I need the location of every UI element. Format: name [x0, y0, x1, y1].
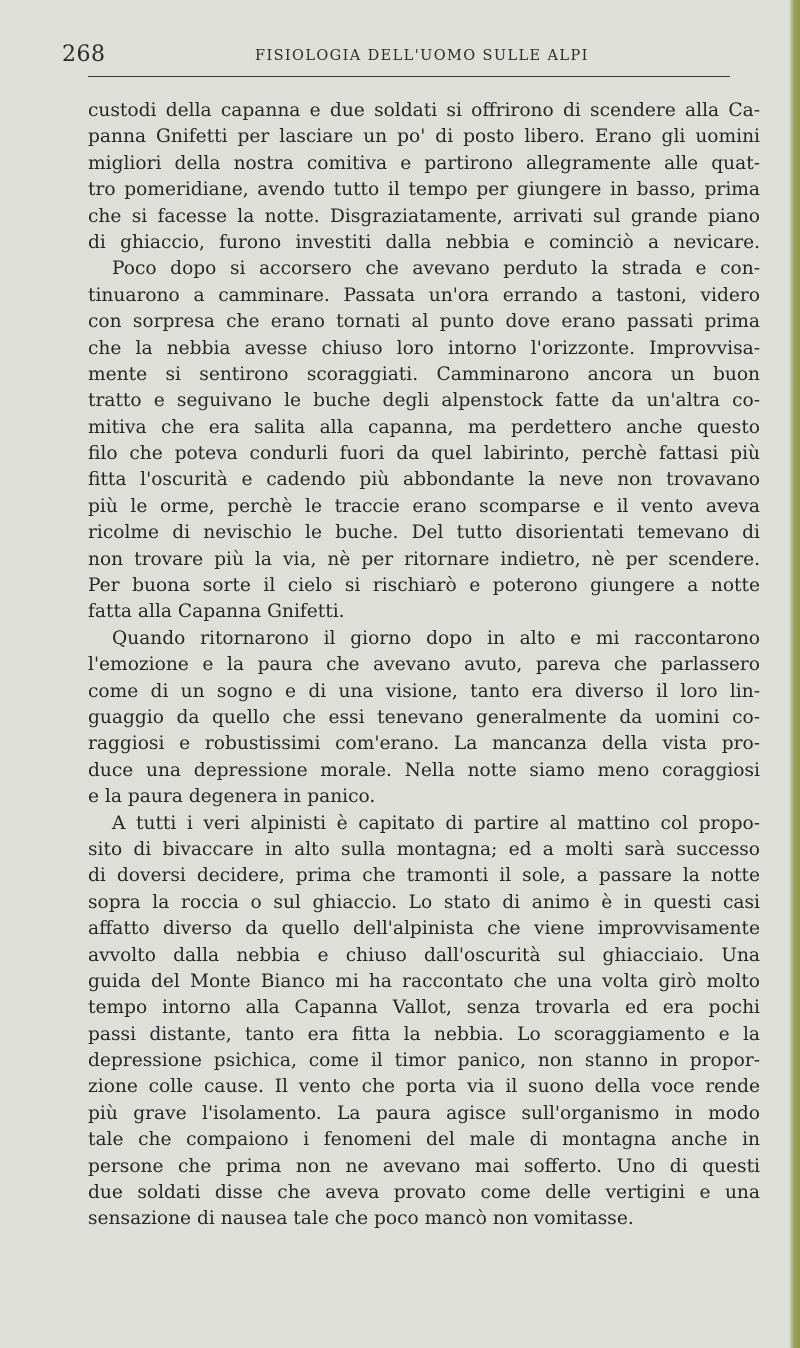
text-line: che la nebbia avesse chiuso loro intorno l'orizzonte. Improvvisa-	[88, 337, 760, 359]
text-line: più le orme, perchè le traccie erano scomparse e il vento aveva	[88, 495, 760, 517]
text-line: raggiosi e robustissimi com'erano. La mancanza della vista pro-	[88, 733, 760, 755]
text-line: tinuarono a camminare. Passata un'ora errando a tastoni, videro	[88, 284, 760, 306]
text-line: tratto e seguivano le buche degli alpenstock fatte da un'altra co-	[88, 390, 760, 412]
text-line: zione colle cause. Il vento che porta via il suono della voce rende	[88, 1076, 760, 1098]
text-line: mente si sentirono scoraggiati. Camminarono ancora un buon	[88, 363, 760, 385]
text-line: mitiva che era salita alla capanna, ma perdettero anche questo	[88, 416, 760, 438]
text-line: non trovare più la via, nè per ritornare indietro, nè per scendere.	[88, 548, 760, 570]
page-header	[0, 42, 790, 72]
text-line: sensazione di nausea tale che poco mancò non vomitasse.	[88, 1208, 634, 1230]
text-line: tempo intorno alla Capanna Vallot, senza trovarla ed era pochi	[88, 997, 760, 1019]
header-rule	[88, 76, 730, 77]
text-line: Per buona sorte il cielo si rischiarò e poterono giungere a notte	[88, 575, 760, 597]
text-line: filo che poteva condurli fuori da quel labirinto, perchè fattasi più	[88, 443, 760, 465]
page-edge	[790, 0, 800, 1348]
text-line: fitta l'oscurità e cadendo più abbondante la neve non trovavano	[88, 469, 760, 491]
text-line: guida del Monte Bianco mi ha raccontato che una volta girò molto	[88, 970, 760, 992]
text-line: l'emozione e la paura che avevano avuto, pareva che parlassero	[88, 654, 760, 676]
text-line: A tutti i veri alpinisti è capitato di partire al mattino col propo-	[112, 812, 760, 834]
text-line: fatta alla Capanna Gnifetti.	[88, 601, 345, 623]
text-line: depressione psichica, come il timor panico, non stanno in propor-	[88, 1050, 760, 1072]
text-line: custodi della capanna e due soldati si offrirono di scendere alla Ca-	[88, 100, 760, 121]
text-line: Poco dopo si accorsero che avevano perduto la strada e con-	[112, 258, 760, 280]
text-line: migliori della nostra comitiva e partirono allegramente alle quat-	[88, 152, 760, 174]
text-line: tro pomeridiane, avendo tutto il tempo per giungere in basso, prima	[88, 179, 760, 201]
text-line: come di un sogno e di una visione, tanto era diverso il loro lin-	[88, 680, 760, 702]
text-line: Quando ritornarono il giorno dopo in alto e mi raccontarono	[112, 627, 760, 649]
text-line: avvolto dalla nebbia e chiuso dall'oscurità sul ghiacciaio. Una	[88, 944, 760, 966]
body-text	[88, 98, 760, 1233]
text-line: tale che compaiono i fenomeni del male di montagna anche in	[88, 1129, 760, 1151]
text-line: sopra la roccia o sul ghiaccio. Lo stato di animo è in questi casi	[88, 891, 760, 913]
page-number: 268	[62, 42, 106, 67]
text-line: affatto diverso da quello dell'alpinista che viene improvvisamente	[88, 918, 760, 940]
running-title: FISIOLOGIA DELL'UOMO SULLE ALPI	[255, 48, 589, 64]
text-line: e la paura degenera in panico.	[88, 786, 376, 808]
text-line: sito di bivaccare in alto sulla montagna; ed a molti sarà successo	[88, 838, 760, 860]
text-line: che si facesse la notte. Disgraziatamente, arrivati sul grande piano	[88, 205, 760, 227]
text-line: guaggio da quello che essi tenevano generalmente da uomini co-	[88, 706, 760, 728]
text-line: più grave l'isolamento. La paura agisce sull'organismo in modo	[88, 1102, 760, 1124]
text-line: panna Gnifetti per lasciare un po' di posto libero. Erano gli uomini	[88, 126, 760, 148]
text-line: con sorpresa che erano tornati al punto dove erano passati prima	[88, 311, 760, 333]
text-line: persone che prima non ne avevano mai sofferto. Uno di questi	[88, 1155, 760, 1177]
text-line: di doversi decidere, prima che tramonti il sole, a passare la notte	[88, 865, 760, 887]
text-line: passi distante, tanto era fitta la nebbia. Lo scoraggiamento e la	[88, 1023, 760, 1045]
text-line: due soldati disse che aveva provato come delle vertigini e una	[88, 1182, 760, 1204]
text-line: ricolme di nevischio le buche. Del tutto disorientati temevano di	[88, 522, 760, 544]
text-line: di ghiaccio, furono investiti dalla nebbia e cominciò a nevicare.	[88, 231, 760, 253]
text-line: duce una depressione morale. Nella notte siamo meno coraggiosi	[88, 759, 760, 781]
